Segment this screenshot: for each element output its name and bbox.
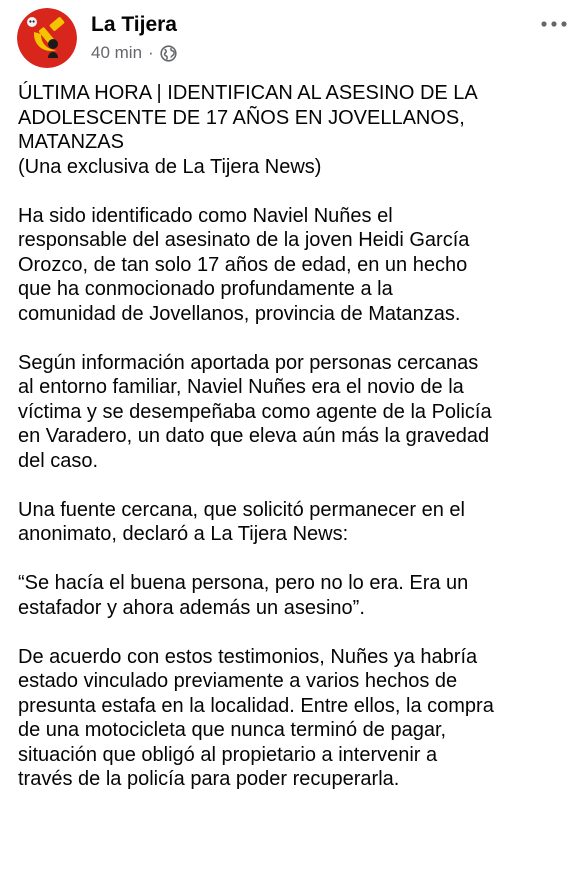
page-name[interactable]: La Tijera	[91, 13, 177, 36]
globe-icon	[160, 45, 177, 62]
post-paragraph: De acuerdo con estos testimonios, Nuñes ya habría estado vinculado previamente a varios hechos de presunta estafa en la localidad. Entre ellos, la compra de una motocicleta que nunca terminó de pagar, situación que obligó al propietario a intervenir a través de la policía para poder recuperarla.	[18, 645, 494, 790]
post-header	[0, 0, 585, 72]
post-meta	[91, 43, 177, 63]
post-paragraph: Según información aportada por personas cercanas al entorno familiar, Naviel Nuñes era el novio de la víctima y se desempeñaba como agente de la Policía en Varadero, un dato que eleva aún más la gravedad del caso.	[18, 351, 492, 472]
post-paragraph: Ha sido identificado como Naviel Nuñes el responsable del asesinato de la joven Heidi García Orozco, de tan solo 17 años de edad, en un hecho que ha conmocionado profundamente a la comunidad de Jovellanos, provincia de Matanzas.	[18, 204, 470, 325]
more-horizontal-icon	[540, 20, 568, 28]
post-timestamp[interactable]: 40 min	[91, 43, 143, 62]
post-headline: ÚLTIMA HORA | IDENTIFICAN AL ASESINO DE LA ADOLESCENTE DE 17 AÑOS EN JOVELLANOS, MATANZAS (Una exclusiva de La Tijera News)	[18, 82, 478, 178]
la-tijera-logo-icon	[17, 8, 77, 68]
post-paragraph: Una fuente cercana, que solicitó permanecer en el anonimato, declaró a La Tijera News:	[18, 498, 465, 545]
post-text	[18, 81, 573, 792]
post-quote: “Se hacía el buena persona, pero no lo era. Era un estafador y ahora además un asesino”.	[18, 572, 469, 619]
page-avatar[interactable]	[17, 8, 77, 68]
more-options-button[interactable]	[536, 10, 572, 38]
meta-separator: ·	[148, 43, 154, 62]
